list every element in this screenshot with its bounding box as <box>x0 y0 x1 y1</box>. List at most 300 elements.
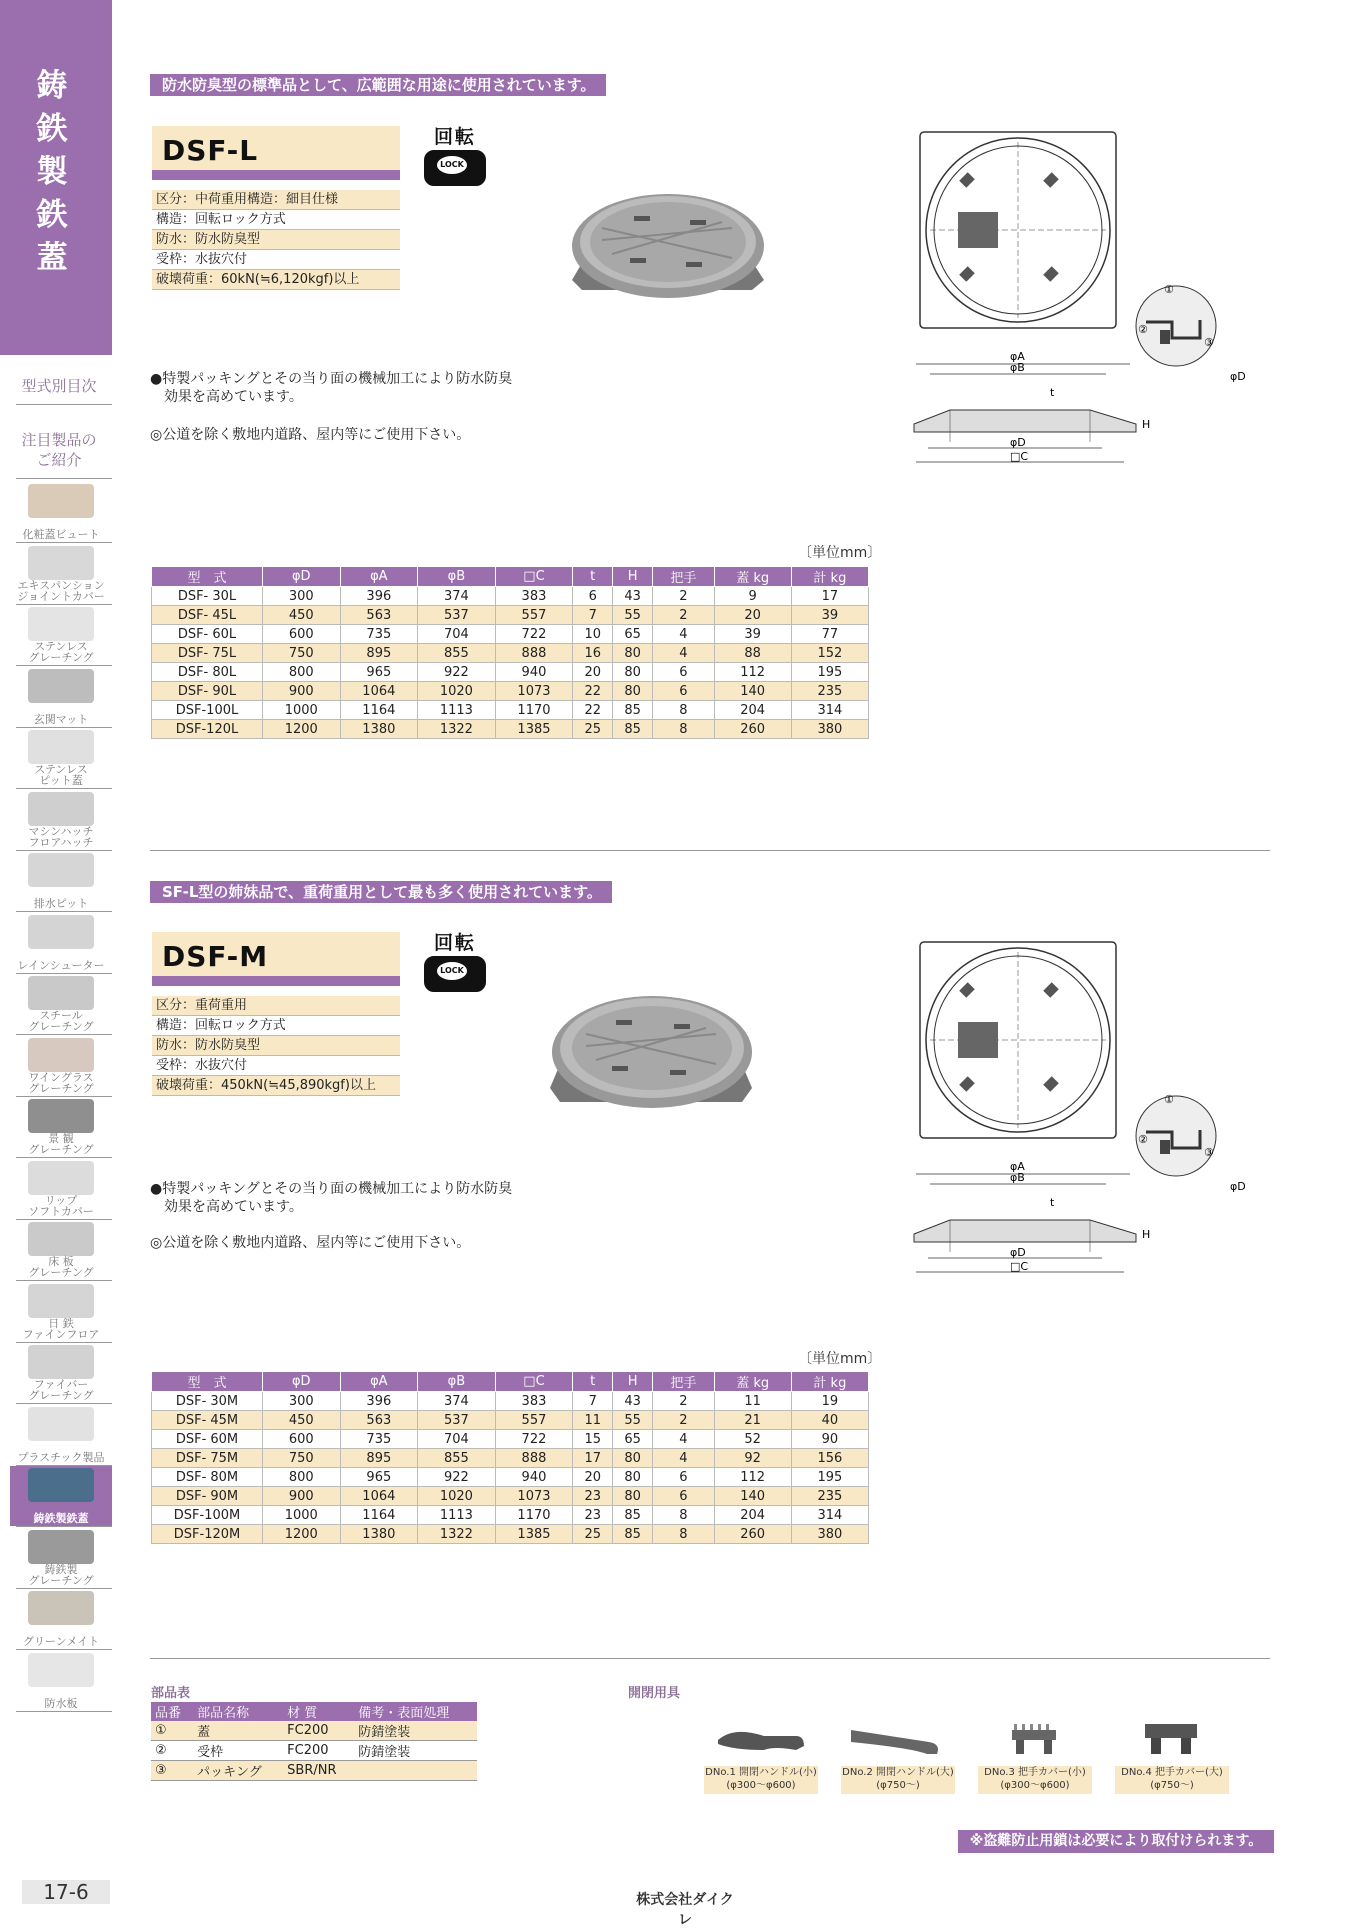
table-cell: 92 <box>714 1449 791 1468</box>
table-cell: DSF-120L <box>152 720 263 739</box>
label-phiD: φD <box>1010 436 1026 449</box>
table-header-cell: φA <box>340 1372 418 1392</box>
spec-row: 受枠：水抜穴付 <box>152 1056 400 1076</box>
table-cell: 8 <box>653 1525 714 1544</box>
spec-list <box>152 996 400 1096</box>
table-row <box>152 720 869 739</box>
table-cell: 25 <box>573 720 613 739</box>
tool-caption <box>841 1766 955 1794</box>
sidebar-item-thumbnail <box>28 1653 94 1687</box>
table-cell: DSF- 30M <box>152 1392 263 1411</box>
feature-description: ●特製パッキングとその当り面の機械加工により防水防臭 効果を高めています。 <box>150 1181 513 1215</box>
sidebar-item-label: スチール グレーチング <box>28 1009 94 1033</box>
label-phiD: φD <box>1010 1246 1026 1259</box>
spec-row: 破壊荷重：60kN(≒6,120kgf)以上 <box>152 270 400 290</box>
label-H: H <box>1142 418 1151 431</box>
sidebar-item[interactable] <box>10 790 112 850</box>
table-cell: 396 <box>340 587 418 606</box>
table-cell: 260 <box>714 1525 791 1544</box>
sidebar-item-label: 玄関マット <box>33 712 89 726</box>
page-number: 17-6 <box>22 1880 110 1904</box>
sidebar-item[interactable] <box>10 728 112 788</box>
table-cell: 1113 <box>418 1506 496 1525</box>
sidebar-item[interactable] <box>10 1528 112 1588</box>
table-cell: 380 <box>791 720 868 739</box>
sidebar-item[interactable] <box>10 1159 112 1219</box>
sidebar-item-thumbnail <box>28 792 94 826</box>
table-cell: 855 <box>418 1449 496 1468</box>
table-cell: 22 <box>573 682 613 701</box>
table-cell: 1073 <box>495 1487 573 1506</box>
table-cell: 80 <box>613 1449 653 1468</box>
table-cell: 21 <box>714 1411 791 1430</box>
section-divider <box>150 850 1270 851</box>
parts-header-cell: 品番 <box>151 1702 193 1721</box>
sidebar-item-label: ステンレス ピット蓋 <box>34 763 88 787</box>
table-cell: 900 <box>263 1487 341 1506</box>
parts-row <box>151 1741 477 1761</box>
sidebar-item-thumbnail <box>28 915 94 949</box>
table-cell: 563 <box>340 1411 418 1430</box>
tool-name: DNo.2 開閉ハンドル(大) <box>842 1767 954 1778</box>
table-cell: 85 <box>613 1506 653 1525</box>
table-cell: 43 <box>613 1392 653 1411</box>
table-cell: 735 <box>340 625 418 644</box>
parts-cell: ② <box>151 1741 193 1761</box>
sidebar-item-thumbnail <box>28 546 94 580</box>
table-header-cell: 把手 <box>653 567 714 587</box>
table-cell: DSF- 60L <box>152 625 263 644</box>
lock-badge: LOCK <box>437 962 467 980</box>
parts-cell: 蓋 <box>193 1721 283 1741</box>
sidebar-item-label: ファイバー グレーチング <box>28 1378 94 1402</box>
table-cell: 450 <box>263 606 341 625</box>
sidebar-item-thumbnail <box>28 607 94 641</box>
table-row <box>152 1487 869 1506</box>
table-header-cell: 計 kg <box>791 567 868 587</box>
table-cell: 20 <box>573 1468 613 1487</box>
sidebar-item-label: グリーンメイト <box>22 1635 100 1648</box>
tool-range: (φ300～φ600) <box>726 1780 796 1791</box>
table-cell: 900 <box>263 682 341 701</box>
table-cell: 80 <box>613 644 653 663</box>
table-cell: 80 <box>613 682 653 701</box>
table-row <box>152 587 869 606</box>
sidebar-item[interactable] <box>10 1651 112 1711</box>
table-cell: 55 <box>613 606 653 625</box>
table-cell: DSF- 90M <box>152 1487 263 1506</box>
parts-title: 部品表 <box>151 1686 191 1701</box>
spec-row: 構造：回転ロック方式 <box>152 210 400 230</box>
sidebar-item-thumbnail <box>28 1407 94 1441</box>
table-cell: 965 <box>340 1468 418 1487</box>
table-cell: 383 <box>495 587 573 606</box>
table-cell: 85 <box>613 1525 653 1544</box>
table-cell: 4 <box>653 1449 714 1468</box>
table-cell: 65 <box>613 1430 653 1449</box>
table-cell: 140 <box>714 682 791 701</box>
table-cell: 152 <box>791 644 868 663</box>
table-cell: 2 <box>653 606 714 625</box>
sidebar-item-thumbnail <box>28 1530 94 1564</box>
table-cell: 800 <box>263 1468 341 1487</box>
label-t: t <box>1050 1196 1055 1209</box>
table-cell: 300 <box>263 1392 341 1411</box>
sidebar-item-thumbnail <box>28 976 94 1010</box>
table-cell: DSF-120M <box>152 1525 263 1544</box>
parts-cell: パッキング <box>193 1761 283 1781</box>
table-header-cell: 型 式 <box>152 1372 263 1392</box>
table-cell: 314 <box>791 1506 868 1525</box>
product-banner: SF-L型の姉妹品で、重荷重用として最も多く使用されています。 <box>150 881 612 903</box>
category-title-text: 鋳鉄製鉄蓋 <box>36 68 68 276</box>
sidebar-item-label: 床 板 グレーチング <box>28 1255 94 1279</box>
model-title-box <box>152 932 400 986</box>
sidebar-item-label: 防水板 <box>44 1696 78 1710</box>
sidebar-item-label: マシンハッチ フロアハッチ <box>28 824 94 849</box>
table-cell: 1064 <box>340 682 418 701</box>
table-cell: DSF- 75M <box>152 1449 263 1468</box>
sidebar-item-label: ワイングラス グレーチング <box>28 1070 94 1095</box>
tool-caption <box>1115 1766 1229 1794</box>
table-cell: 235 <box>791 682 868 701</box>
parts-cell: FC200 <box>283 1741 354 1761</box>
table-cell: 1020 <box>418 1487 496 1506</box>
callout-1: ① <box>1164 283 1174 296</box>
table-cell: 80 <box>613 1487 653 1506</box>
opening-tool-item <box>978 1700 1092 1791</box>
table-cell: DSF-100M <box>152 1506 263 1525</box>
callout-2: ② <box>1138 1133 1148 1146</box>
table-cell: 20 <box>714 606 791 625</box>
table-cell: 1000 <box>263 1506 341 1525</box>
spec-row: 防水：防水防臭型 <box>152 230 400 250</box>
table-cell: 374 <box>418 587 496 606</box>
table-cell: 55 <box>613 1411 653 1430</box>
spec-row: 破壊荷重：450kN(≒45,890kgf)以上 <box>152 1076 400 1096</box>
table-cell: 537 <box>418 1411 496 1430</box>
parts-cell: SBR/NR <box>283 1761 354 1781</box>
product-banner: 防水防臭型の標準品として、広範囲な用途に使用されています。 <box>150 74 606 96</box>
opening-tool-item <box>841 1700 955 1791</box>
sidebar-item-label: 鋳鉄製 グレーチング <box>28 1562 94 1587</box>
table-cell: DSF- 75L <box>152 644 263 663</box>
lock-icon-title: 回転 <box>433 126 476 148</box>
sidebar-item[interactable] <box>10 605 112 665</box>
sidebar-item-thumbnail <box>28 730 94 764</box>
label-phiA: φA <box>1010 1160 1025 1173</box>
table-cell: 2 <box>653 587 714 606</box>
usage-note: ◎公道を除く敷地内道路、屋内等にご使用下さい。 <box>150 1235 471 1251</box>
sidebar-item-label: エキスパンション ジョイントカバー <box>17 578 105 603</box>
table-cell: 156 <box>791 1449 868 1468</box>
table-cell: 374 <box>418 1392 496 1411</box>
sidebar-item[interactable] <box>10 1097 112 1157</box>
table-cell: 1020 <box>418 682 496 701</box>
table-cell: 204 <box>714 1506 791 1525</box>
callout-3: ③ <box>1204 1146 1214 1159</box>
table-header-cell: φD <box>263 1372 341 1392</box>
table-cell: DSF- 45L <box>152 606 263 625</box>
table-cell: 2 <box>653 1392 714 1411</box>
sidebar-link-featured[interactable]: 注目製品の ご紹介 <box>21 431 97 469</box>
tool-name: DNo.1 開閉ハンドル(小) <box>705 1767 817 1778</box>
table-cell: 1000 <box>263 701 341 720</box>
parts-cell: 防錆塗装 <box>354 1741 477 1761</box>
table-cell: 23 <box>573 1506 613 1525</box>
table-header-cell: H <box>613 567 653 587</box>
table-row <box>152 1392 869 1411</box>
table-cell: 750 <box>263 644 341 663</box>
table-cell: 195 <box>791 663 868 682</box>
table-cell: 4 <box>653 625 714 644</box>
sidebar-link-model-index[interactable]: 型式別目次 <box>21 377 97 395</box>
table-cell: 396 <box>340 1392 418 1411</box>
parts-cell: 受枠 <box>193 1741 283 1761</box>
parts-row <box>151 1721 477 1741</box>
spec-list <box>152 190 400 290</box>
sidebar-item[interactable] <box>10 1589 112 1649</box>
model-name: DSF-L <box>162 134 259 167</box>
table-cell: 2 <box>653 1411 714 1430</box>
table-header-cell: φB <box>418 567 496 587</box>
table-cell: 940 <box>495 1468 573 1487</box>
spec-row: 区分：中荷重用構造：細目仕様 <box>152 190 400 210</box>
table-cell: 17 <box>573 1449 613 1468</box>
table-header-cell: t <box>573 567 613 587</box>
spec-row: 防水：防水防臭型 <box>152 1036 400 1056</box>
table-cell: 383 <box>495 1392 573 1411</box>
sidebar-item[interactable] <box>10 1220 112 1280</box>
tool-caption <box>978 1766 1092 1794</box>
table-cell: 8 <box>653 1506 714 1525</box>
table-cell: 77 <box>791 625 868 644</box>
notice-banner: ※盗難防止用鎖は必要により取付けられます。 <box>958 1830 1274 1853</box>
label-t: t <box>1050 386 1055 399</box>
table-cell: 1200 <box>263 720 341 739</box>
table-row <box>152 625 869 644</box>
unit-label: 〔単位mm〕 <box>798 1351 882 1367</box>
table-cell: 1200 <box>263 1525 341 1544</box>
sidebar-item-label: 化粧蓋ビュート <box>22 528 100 541</box>
table-cell: 15 <box>573 1430 613 1449</box>
table-cell: 6 <box>573 587 613 606</box>
table-cell: 6 <box>653 1487 714 1506</box>
manhole-cover-photo <box>546 980 756 1130</box>
table-cell: 8 <box>653 701 714 720</box>
table-cell: 39 <box>714 625 791 644</box>
table-cell: 112 <box>714 1468 791 1487</box>
table-cell: 450 <box>263 1411 341 1430</box>
sidebar-item-label: 排水ピット <box>33 897 89 910</box>
sidebar-item-label: ステンレス グレーチング <box>28 640 94 664</box>
table-cell: 80 <box>613 1468 653 1487</box>
table-cell: 855 <box>418 644 496 663</box>
table-cell: 4 <box>653 644 714 663</box>
table-cell: 8 <box>653 720 714 739</box>
table-cell: DSF- 30L <box>152 587 263 606</box>
table-cell: 600 <box>263 625 341 644</box>
tool-range: (φ750～) <box>1150 1780 1194 1791</box>
label-phiB: φB <box>1010 361 1025 374</box>
parts-cell <box>354 1761 477 1781</box>
sidebar-item-thumbnail <box>28 484 94 518</box>
table-header-cell: φB <box>418 1372 496 1392</box>
sidebar-category-title <box>0 65 104 280</box>
company-logo: 株式会社ダイクレ <box>636 1892 734 1928</box>
spec-table <box>151 1371 869 1544</box>
sidebar-item[interactable] <box>10 913 112 973</box>
label-boxC: □C <box>1010 450 1029 463</box>
table-cell: 1164 <box>340 1506 418 1525</box>
table-cell: 195 <box>791 1468 868 1487</box>
table-cell: 1322 <box>418 720 496 739</box>
table-cell: 20 <box>573 663 613 682</box>
lock-icon-title: 回転 <box>433 932 476 954</box>
table-cell: 52 <box>714 1430 791 1449</box>
table-cell: 6 <box>653 682 714 701</box>
parts-table <box>151 1702 477 1781</box>
table-header-cell: 蓋 kg <box>714 567 791 587</box>
sidebar-item-thumbnail <box>28 1345 94 1379</box>
table-cell: DSF- 60M <box>152 1430 263 1449</box>
table-cell: 7 <box>573 606 613 625</box>
dimension-drawing <box>910 124 1272 474</box>
table-cell: 557 <box>495 1411 573 1430</box>
table-cell: 25 <box>573 1525 613 1544</box>
spec-row: 受枠：水抜穴付 <box>152 250 400 270</box>
sidebar-item-thumbnail <box>28 1591 94 1625</box>
table-cell: 204 <box>714 701 791 720</box>
tool-range: (φ300～φ600) <box>1000 1780 1070 1791</box>
spec-row: 区分：重荷重用 <box>152 996 400 1016</box>
sidebar-item-thumbnail <box>28 853 94 887</box>
table-cell: 895 <box>340 644 418 663</box>
table-cell: 11 <box>714 1392 791 1411</box>
model-name: DSF-M <box>162 940 269 973</box>
label-phiA: φA <box>1010 350 1025 363</box>
table-cell: 563 <box>340 606 418 625</box>
table-cell: 11 <box>573 1411 613 1430</box>
sidebar-item[interactable] <box>10 974 112 1034</box>
table-header-cell: 計 kg <box>791 1372 868 1392</box>
sidebar-item[interactable] <box>10 851 112 911</box>
table-row <box>152 663 869 682</box>
table-cell: 9 <box>714 587 791 606</box>
table-header-cell: φD <box>263 567 341 587</box>
feature-description: ●特製パッキングとその当り面の機械加工により防水防臭 効果を高めています。 <box>150 371 513 405</box>
table-cell: 19 <box>791 1392 868 1411</box>
label-phiD-detail: φD <box>1230 370 1246 383</box>
parts-header-cell: 材 質 <box>283 1702 354 1721</box>
table-header-cell: 蓋 kg <box>714 1372 791 1392</box>
table-cell: 88 <box>714 644 791 663</box>
table-cell: 600 <box>263 1430 341 1449</box>
table-cell: 17 <box>791 587 868 606</box>
sidebar-item[interactable] <box>10 1405 112 1465</box>
sidebar-item[interactable] <box>10 667 112 727</box>
table-cell: 10 <box>573 625 613 644</box>
table-cell: 965 <box>340 663 418 682</box>
parts-cell: ③ <box>151 1761 193 1781</box>
sidebar-item-thumbnail <box>28 1099 94 1133</box>
sidebar-item[interactable] <box>10 1036 112 1096</box>
table-cell: 1380 <box>340 720 418 739</box>
table-cell: 1322 <box>418 1525 496 1544</box>
table-cell: 90 <box>791 1430 868 1449</box>
table-header-cell: 把手 <box>653 1372 714 1392</box>
tool-caption <box>704 1766 818 1794</box>
sidebar-item[interactable] <box>10 482 112 542</box>
sidebar-item[interactable] <box>10 544 112 604</box>
table-cell: 922 <box>418 1468 496 1487</box>
table-cell: 6 <box>653 663 714 682</box>
table-cell: DSF- 80M <box>152 1468 263 1487</box>
table-header-cell: 型 式 <box>152 567 263 587</box>
sidebar-item-thumbnail <box>28 1284 94 1318</box>
sidebar-item-label: 日 鉄 ファインフロア <box>22 1316 100 1341</box>
table-cell: 1170 <box>495 1506 573 1525</box>
table-cell: 735 <box>340 1430 418 1449</box>
table-cell: DSF- 80L <box>152 663 263 682</box>
table-header-cell: □C <box>495 1372 573 1392</box>
table-cell: 260 <box>714 720 791 739</box>
tools-title: 開閉用具 <box>628 1686 681 1701</box>
table-cell: 1385 <box>495 720 573 739</box>
table-cell: 6 <box>653 1468 714 1487</box>
callout-3: ③ <box>1204 336 1214 349</box>
table-row <box>152 1411 869 1430</box>
parts-cell: ① <box>151 1721 193 1741</box>
model-title-box <box>152 126 400 180</box>
table-row <box>152 1525 869 1544</box>
table-cell: 80 <box>613 663 653 682</box>
table-cell: 888 <box>495 644 573 663</box>
rotation-lock-icon <box>424 932 486 994</box>
table-cell: 39 <box>791 606 868 625</box>
table-cell: 380 <box>791 1525 868 1544</box>
sidebar-item-thumbnail <box>28 1038 94 1072</box>
table-cell: 85 <box>613 701 653 720</box>
tool-icon <box>978 1700 1092 1764</box>
table-cell: 537 <box>418 606 496 625</box>
sidebar-item[interactable] <box>10 1282 112 1342</box>
label-H: H <box>1142 1228 1151 1241</box>
table-cell: 65 <box>613 625 653 644</box>
table-header-cell: t <box>573 1372 613 1392</box>
tool-icon <box>704 1700 818 1764</box>
table-cell: 235 <box>791 1487 868 1506</box>
sidebar-item-thumbnail <box>28 669 94 703</box>
parts-cell: 防錆塗装 <box>354 1721 477 1741</box>
sidebar-item[interactable] <box>10 1466 112 1526</box>
tool-name: DNo.3 把手カバー(小) <box>984 1767 1086 1778</box>
table-cell: 1064 <box>340 1487 418 1506</box>
table-row <box>152 606 869 625</box>
sidebar-item[interactable] <box>10 1343 112 1403</box>
parts-cell: FC200 <box>283 1721 354 1741</box>
sidebar-item-label: 鋳鉄製鉄蓋 <box>33 1512 89 1525</box>
sidebar-item-thumbnail <box>28 1468 94 1502</box>
parts-row <box>151 1761 477 1781</box>
tool-name: DNo.4 把手カバー(大) <box>1121 1767 1223 1778</box>
table-row <box>152 682 869 701</box>
tool-range: (φ750～) <box>876 1780 920 1791</box>
lock-badge: LOCK <box>437 156 467 174</box>
spec-table <box>151 566 869 739</box>
sidebar-item-label: リップ ソフトカバー <box>28 1193 94 1218</box>
sidebar-item-label: レインシューター <box>17 958 105 972</box>
